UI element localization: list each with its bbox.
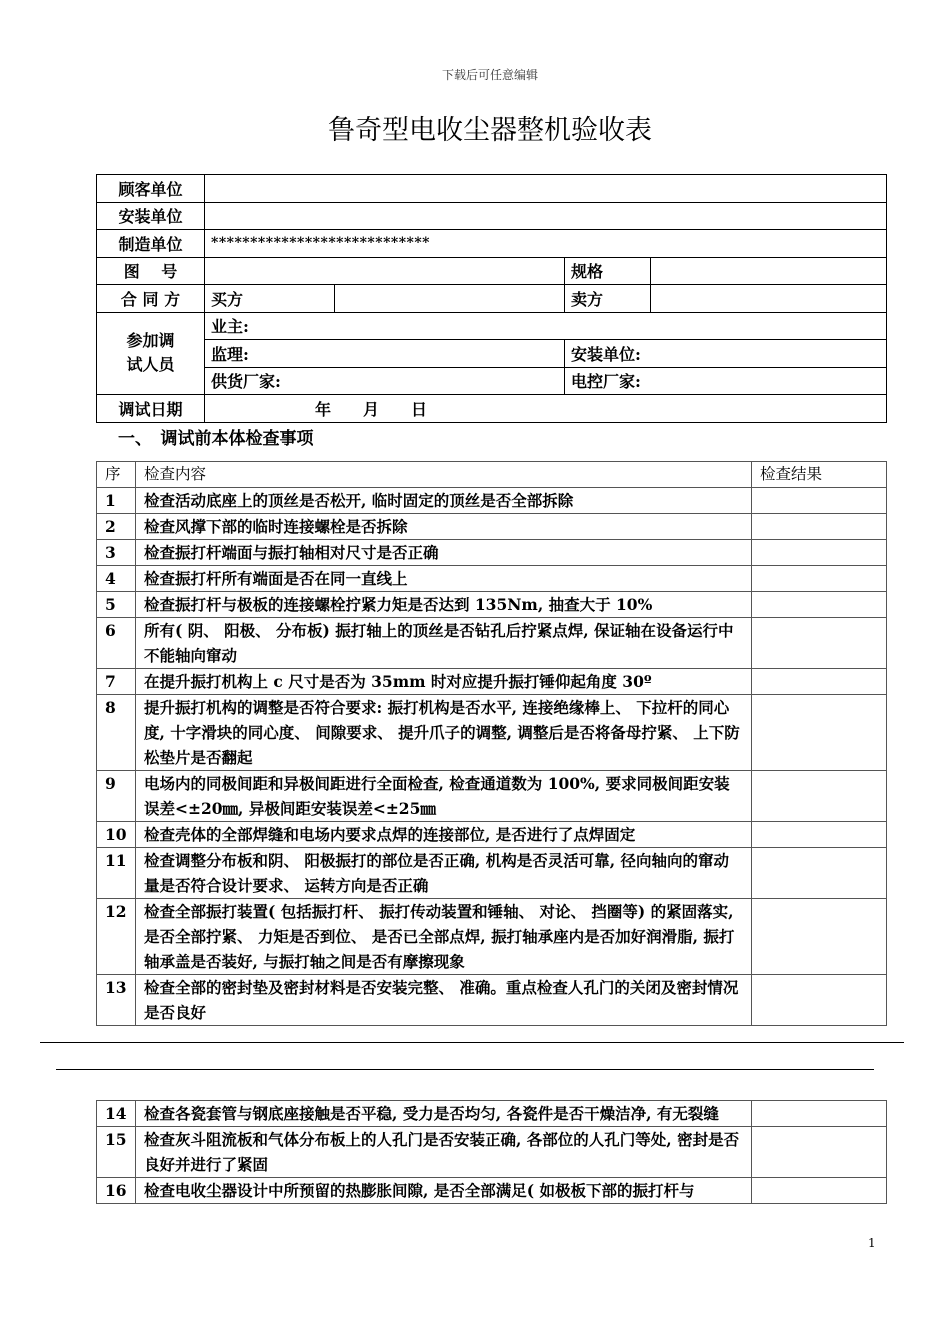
checks-header-row [97, 462, 887, 488]
row-content: 检查灰斗阻流板和气体分布板上的人孔门是否安装正确, 各部位的人孔门等处, 密封是否良好并进行了紧固 [136, 1127, 752, 1178]
row-result [752, 566, 887, 592]
table-row [97, 899, 887, 975]
row-result [752, 695, 887, 771]
customer-label: 顾客单位 [97, 175, 205, 203]
info-row-date [97, 395, 887, 423]
info-row-manufacturer [97, 230, 887, 258]
seller-label: 卖方 [565, 285, 651, 313]
drawing-value [205, 257, 565, 285]
row-content: 提升振打机构的调整是否符合要求: 振打机构是否水平, 连接绝缘棒上、 下拉杆的同心度, 十字滑块的同心度、 间隙要求、 提升爪子的调整, 调整后是否将备母拧紧、 上下防松垫片是否翻起 [136, 695, 752, 771]
table-row [97, 1127, 887, 1178]
row-number: 5 [97, 592, 136, 618]
row-result [752, 848, 887, 899]
row-number: 11 [97, 848, 136, 899]
table-row [97, 592, 887, 618]
row-number: 1 [97, 488, 136, 514]
row-result [752, 488, 887, 514]
contract-label: 合 同 方 [97, 285, 205, 313]
row-result [752, 975, 887, 1026]
row-result [752, 618, 887, 669]
row-result [752, 1178, 887, 1204]
table-row [97, 1178, 887, 1204]
install-label: 安装单位 [97, 202, 205, 230]
row-content: 在提升振打机构上 c 尺寸是否为 35mm 时对应提升振打锤仰起角度 30º [136, 669, 752, 695]
row-result [752, 514, 887, 540]
row-number: 15 [97, 1127, 136, 1178]
install-unit-label: 安装单位: [565, 340, 887, 368]
row-number: 16 [97, 1178, 136, 1204]
col-content-header: 检查内容 [136, 462, 752, 488]
table-row [97, 1101, 887, 1127]
checks-table [96, 461, 887, 1026]
row-result [752, 822, 887, 848]
row-number: 12 [97, 899, 136, 975]
drawing-label: 图 号 [97, 257, 205, 285]
row-content: 检查振打杆端面与振打轴相对尺寸是否正确 [136, 540, 752, 566]
info-row-customer [97, 175, 887, 203]
row-number: 10 [97, 822, 136, 848]
col-no-header: 序 [97, 462, 136, 488]
row-number: 7 [97, 669, 136, 695]
table-row [97, 669, 887, 695]
customer-value [205, 175, 887, 203]
row-number: 2 [97, 514, 136, 540]
row-result [752, 540, 887, 566]
spec-label: 规格 [565, 257, 651, 285]
table-row [97, 488, 887, 514]
row-number: 4 [97, 566, 136, 592]
row-number: 14 [97, 1101, 136, 1127]
page-break-line-2 [56, 1069, 874, 1070]
row-content: 检查各瓷套管与钢底座接触是否平稳, 受力是否均匀, 各瓷件是否干燥洁净, 有无裂缝 [136, 1101, 752, 1127]
buyer-label: 买方 [205, 285, 335, 313]
row-content: 检查活动底座上的顶丝是否松开, 临时固定的顶丝是否全部拆除 [136, 488, 752, 514]
participants-label-line2: 试人员 [126, 355, 175, 375]
supplier-label: 供货厂家: [205, 367, 565, 395]
table-row [97, 514, 887, 540]
manufacturer-value: **************************** [205, 230, 887, 258]
row-result [752, 1127, 887, 1178]
owner-label: 业主: [205, 312, 887, 340]
row-content: 检查风撑下部的临时连接螺栓是否拆除 [136, 514, 752, 540]
info-row-contract [97, 285, 887, 313]
row-result [752, 771, 887, 822]
row-content: 检查振打杆与极板的连接螺栓拧紧力矩是否达到 135Nm, 抽查大于 10% [136, 592, 752, 618]
row-number: 9 [97, 771, 136, 822]
manufacturer-label: 制造单位 [97, 230, 205, 258]
col-result-header: 检查结果 [752, 462, 887, 488]
table-row [97, 975, 887, 1026]
row-number: 13 [97, 975, 136, 1026]
row-content: 检查电收尘器设计中所预留的热膨胀间隙, 是否全部满足( 如极板下部的振打杆与 [136, 1178, 752, 1204]
table-row [97, 695, 887, 771]
row-result [752, 592, 887, 618]
row-content: 检查调整分布板和阴、 阳极振打的部位是否正确, 机构是否灵活可靠, 径向轴向的窜动量是否符合设计要求、 运转方向是否正确 [136, 848, 752, 899]
info-row-owner [97, 312, 887, 340]
table-row [97, 822, 887, 848]
info-table [96, 174, 887, 423]
install-value [205, 202, 887, 230]
row-content: 检查壳体的全部焊缝和电场内要求点焊的连接部位, 是否进行了点焊固定 [136, 822, 752, 848]
row-content: 电场内的同极间距和异极间距进行全面检查, 检查通道数为 100%, 要求同极间距安装误差<±20㎜, 异极间距安装误差<±25㎜ [136, 771, 752, 822]
info-row-drawing [97, 257, 887, 285]
table-row [97, 848, 887, 899]
row-content: 所有( 阴、 阳极、 分布板) 振打轴上的顶丝是否钻孔后拧紧点焊, 保证轴在设备运行中不能轴向窜动 [136, 618, 752, 669]
seller-value [651, 285, 887, 313]
checks-table-continued [96, 1100, 887, 1204]
date-label: 调试日期 [97, 395, 205, 423]
row-content: 检查全部的密封垫及密封材料是否安装完整、 准确。重点检查人孔门的关闭及密封情况是否良好 [136, 975, 752, 1026]
info-row-supplier [97, 367, 887, 395]
info-row-supervisor [97, 340, 887, 368]
header-note: 下载后可任意编辑 [441, 68, 538, 82]
table-row [97, 618, 887, 669]
row-number: 3 [97, 540, 136, 566]
table-row [97, 540, 887, 566]
page-title: 鲁奇型电收尘器整机验收表 [328, 115, 652, 146]
electric-label: 电控厂家: [565, 367, 887, 395]
participants-label [97, 312, 205, 395]
spec-value [651, 257, 887, 285]
row-result [752, 1101, 887, 1127]
row-content: 检查全部振打装置( 包括振打杆、 振打传动装置和锤轴、 对论、 挡圈等) 的紧固落实, 是否全部拧紧、 力矩是否到位、 是否已全部点焊, 振打轴承座内是否加好润滑脂, 振打轴承盖是否装好, 与振打轴之间是否有摩擦现象 [136, 899, 752, 975]
table-row [97, 771, 887, 822]
row-number: 8 [97, 695, 136, 771]
row-result [752, 669, 887, 695]
supervisor-label: 监理: [205, 340, 565, 368]
participants-label-line1: 参加调 [126, 331, 175, 351]
date-value: 年 月 日 [205, 395, 887, 423]
section-title: 一、 调试前本体检查事项 [118, 429, 314, 449]
info-row-install [97, 202, 887, 230]
row-number: 6 [97, 618, 136, 669]
page-break-line-1 [40, 1042, 904, 1043]
page-number: 1 [868, 1236, 876, 1250]
row-content: 检查振打杆所有端面是否在同一直线上 [136, 566, 752, 592]
buyer-value [335, 285, 565, 313]
row-result [752, 899, 887, 975]
table-row [97, 566, 887, 592]
